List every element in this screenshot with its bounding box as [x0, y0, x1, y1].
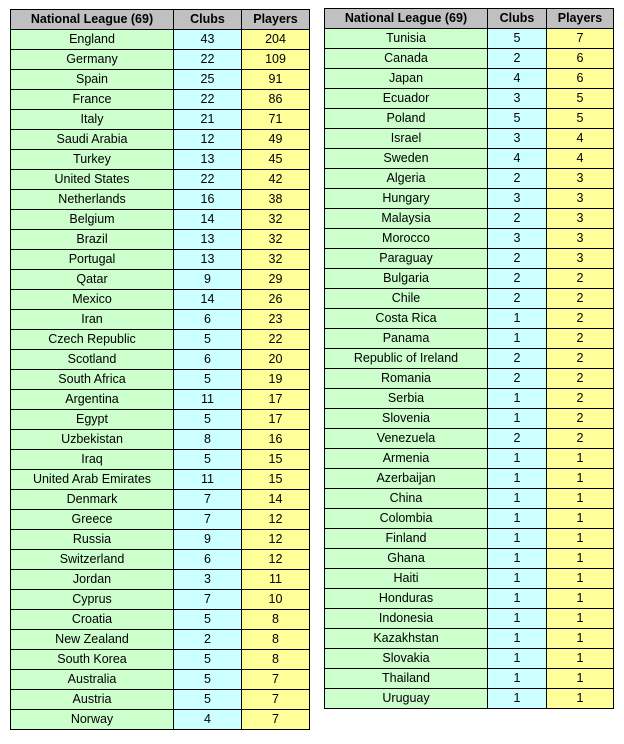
league-name-cell: Indonesia [325, 609, 488, 629]
league-name-cell: Uzbekistan [11, 430, 174, 450]
league-name-cell: Czech Republic [11, 330, 174, 350]
players-count-cell: 2 [547, 329, 614, 349]
clubs-count-cell: 13 [174, 250, 242, 270]
players-count-cell: 3 [547, 249, 614, 269]
clubs-count-cell: 9 [174, 270, 242, 290]
league-name-cell: United States [11, 170, 174, 190]
table-row [325, 309, 614, 329]
table-row [11, 110, 310, 130]
league-name-cell: China [325, 489, 488, 509]
players-count-cell: 1 [547, 489, 614, 509]
players-count-cell: 7 [242, 690, 310, 710]
clubs-count-cell: 6 [174, 550, 242, 570]
table-row [11, 50, 310, 70]
clubs-count-cell: 1 [488, 329, 547, 349]
clubs-count-cell: 5 [174, 370, 242, 390]
players-count-cell: 3 [547, 169, 614, 189]
players-count-cell: 15 [242, 450, 310, 470]
table-row [325, 129, 614, 149]
clubs-count-cell: 5 [174, 690, 242, 710]
players-count-cell: 1 [547, 609, 614, 629]
league-name-cell: Slovakia [325, 649, 488, 669]
clubs-count-cell: 1 [488, 309, 547, 329]
players-count-cell: 109 [242, 50, 310, 70]
clubs-count-cell: 25 [174, 70, 242, 90]
table-row [325, 149, 614, 169]
clubs-count-cell: 2 [488, 169, 547, 189]
clubs-count-cell: 5 [174, 450, 242, 470]
clubs-count-cell: 1 [488, 589, 547, 609]
clubs-count-cell: 2 [488, 429, 547, 449]
league-name-cell: Denmark [11, 490, 174, 510]
clubs-count-cell: 14 [174, 210, 242, 230]
table-row [325, 349, 614, 369]
league-name-cell: Japan [325, 69, 488, 89]
league-name-cell: South Africa [11, 370, 174, 390]
players-count-cell: 42 [242, 170, 310, 190]
table-row [325, 489, 614, 509]
table-row [325, 369, 614, 389]
table-row [11, 30, 310, 50]
table-row [325, 629, 614, 649]
table-row [11, 70, 310, 90]
players-count-cell: 1 [547, 669, 614, 689]
league-table-left [10, 9, 310, 730]
clubs-count-cell: 5 [174, 670, 242, 690]
clubs-count-cell: 1 [488, 469, 547, 489]
clubs-count-cell: 22 [174, 50, 242, 70]
players-count-cell: 12 [242, 550, 310, 570]
clubs-count-cell: 2 [488, 49, 547, 69]
players-count-cell: 71 [242, 110, 310, 130]
clubs-count-cell: 2 [488, 369, 547, 389]
table-row [325, 29, 614, 49]
table-row [325, 589, 614, 609]
players-count-cell: 1 [547, 569, 614, 589]
league-name-cell: Spain [11, 70, 174, 90]
header-league: National League (69) [11, 10, 174, 30]
players-count-cell: 86 [242, 90, 310, 110]
header-players: Players [242, 10, 310, 30]
clubs-count-cell: 4 [488, 69, 547, 89]
players-count-cell: 7 [242, 670, 310, 690]
clubs-count-cell: 1 [488, 549, 547, 569]
table-row [325, 689, 614, 709]
league-name-cell: Iran [11, 310, 174, 330]
league-name-cell: South Korea [11, 650, 174, 670]
players-count-cell: 32 [242, 250, 310, 270]
league-name-cell: Panama [325, 329, 488, 349]
table-row [325, 69, 614, 89]
league-name-cell: Saudi Arabia [11, 130, 174, 150]
players-count-cell: 49 [242, 130, 310, 150]
league-name-cell: Norway [11, 710, 174, 730]
players-count-cell: 8 [242, 650, 310, 670]
clubs-count-cell: 5 [174, 410, 242, 430]
league-name-cell: Azerbaijan [325, 469, 488, 489]
clubs-count-cell: 12 [174, 130, 242, 150]
league-name-cell: Argentina [11, 390, 174, 410]
clubs-count-cell: 1 [488, 449, 547, 469]
table-row [11, 310, 310, 330]
clubs-count-cell: 4 [488, 149, 547, 169]
table-row [325, 409, 614, 429]
players-count-cell: 1 [547, 549, 614, 569]
table-row [11, 710, 310, 730]
players-count-cell: 1 [547, 689, 614, 709]
league-name-cell: Croatia [11, 610, 174, 630]
clubs-count-cell: 1 [488, 609, 547, 629]
clubs-count-cell: 14 [174, 290, 242, 310]
players-count-cell: 2 [547, 389, 614, 409]
league-name-cell: France [11, 90, 174, 110]
league-name-cell: Scotland [11, 350, 174, 370]
clubs-count-cell: 3 [488, 229, 547, 249]
table-row [325, 249, 614, 269]
table-row [325, 89, 614, 109]
league-name-cell: Netherlands [11, 190, 174, 210]
players-count-cell: 17 [242, 390, 310, 410]
players-count-cell: 8 [242, 610, 310, 630]
table-row [11, 570, 310, 590]
table-row [11, 390, 310, 410]
players-count-cell: 204 [242, 30, 310, 50]
clubs-count-cell: 3 [488, 89, 547, 109]
clubs-count-cell: 3 [488, 129, 547, 149]
league-name-cell: Canada [325, 49, 488, 69]
table-row [11, 330, 310, 350]
table-row [325, 189, 614, 209]
table-row [325, 269, 614, 289]
clubs-count-cell: 2 [488, 209, 547, 229]
clubs-count-cell: 13 [174, 150, 242, 170]
players-count-cell: 17 [242, 410, 310, 430]
table-row [325, 289, 614, 309]
players-count-cell: 1 [547, 629, 614, 649]
table-row [11, 370, 310, 390]
players-count-cell: 1 [547, 509, 614, 529]
clubs-count-cell: 5 [488, 29, 547, 49]
table-row [325, 169, 614, 189]
clubs-count-cell: 1 [488, 509, 547, 529]
clubs-count-cell: 3 [488, 189, 547, 209]
players-count-cell: 2 [547, 269, 614, 289]
league-name-cell: Chile [325, 289, 488, 309]
clubs-count-cell: 16 [174, 190, 242, 210]
clubs-count-cell: 2 [488, 349, 547, 369]
table-row [325, 529, 614, 549]
players-count-cell: 38 [242, 190, 310, 210]
league-name-cell: New Zealand [11, 630, 174, 650]
table-row [11, 590, 310, 610]
table-row [11, 690, 310, 710]
header-clubs: Clubs [488, 9, 547, 29]
league-name-cell: Poland [325, 109, 488, 129]
players-count-cell: 2 [547, 409, 614, 429]
table-row [11, 90, 310, 110]
players-count-cell: 29 [242, 270, 310, 290]
league-name-cell: Kazakhstan [325, 629, 488, 649]
clubs-count-cell: 2 [174, 630, 242, 650]
league-name-cell: Australia [11, 670, 174, 690]
league-name-cell: Venezuela [325, 429, 488, 449]
clubs-count-cell: 6 [174, 310, 242, 330]
table-row [325, 609, 614, 629]
table-row [325, 109, 614, 129]
clubs-count-cell: 5 [174, 650, 242, 670]
table-row [325, 229, 614, 249]
players-count-cell: 2 [547, 369, 614, 389]
table-row [11, 670, 310, 690]
players-count-cell: 22 [242, 330, 310, 350]
table-row [325, 509, 614, 529]
league-name-cell: Honduras [325, 589, 488, 609]
header-clubs: Clubs [174, 10, 242, 30]
players-count-cell: 2 [547, 289, 614, 309]
table-row [11, 610, 310, 630]
table-row [11, 170, 310, 190]
table-row [11, 270, 310, 290]
players-count-cell: 32 [242, 230, 310, 250]
league-name-cell: Ecuador [325, 89, 488, 109]
table-row [11, 350, 310, 370]
league-name-cell: Thailand [325, 669, 488, 689]
players-count-cell: 16 [242, 430, 310, 450]
players-count-cell: 1 [547, 449, 614, 469]
clubs-count-cell: 9 [174, 530, 242, 550]
league-name-cell: Hungary [325, 189, 488, 209]
league-name-cell: Romania [325, 369, 488, 389]
league-name-cell: Bulgaria [325, 269, 488, 289]
league-name-cell: Portugal [11, 250, 174, 270]
league-name-cell: Algeria [325, 169, 488, 189]
league-name-cell: Egypt [11, 410, 174, 430]
table-row [11, 490, 310, 510]
players-count-cell: 1 [547, 649, 614, 669]
players-count-cell: 7 [547, 29, 614, 49]
league-name-cell: Iraq [11, 450, 174, 470]
league-name-cell: Russia [11, 530, 174, 550]
clubs-count-cell: 1 [488, 569, 547, 589]
table-row [11, 450, 310, 470]
league-name-cell: Germany [11, 50, 174, 70]
table-row [325, 449, 614, 469]
players-count-cell: 14 [242, 490, 310, 510]
league-name-cell: England [11, 30, 174, 50]
league-name-cell: Austria [11, 690, 174, 710]
clubs-count-cell: 1 [488, 389, 547, 409]
table-row [325, 569, 614, 589]
clubs-count-cell: 1 [488, 629, 547, 649]
table-row [11, 470, 310, 490]
table-row [325, 49, 614, 69]
players-count-cell: 2 [547, 429, 614, 449]
league-name-cell: Serbia [325, 389, 488, 409]
league-name-cell: Jordan [11, 570, 174, 590]
clubs-count-cell: 1 [488, 409, 547, 429]
league-name-cell: Israel [325, 129, 488, 149]
league-name-cell: Armenia [325, 449, 488, 469]
table-row [11, 230, 310, 250]
clubs-count-cell: 2 [488, 289, 547, 309]
players-count-cell: 3 [547, 229, 614, 249]
header-row [11, 10, 310, 30]
header-league: National League (69) [325, 9, 488, 29]
players-count-cell: 5 [547, 109, 614, 129]
clubs-count-cell: 4 [174, 710, 242, 730]
league-name-cell: Switzerland [11, 550, 174, 570]
clubs-count-cell: 1 [488, 669, 547, 689]
clubs-count-cell: 5 [174, 610, 242, 630]
clubs-count-cell: 7 [174, 490, 242, 510]
players-count-cell: 15 [242, 470, 310, 490]
table-row [11, 510, 310, 530]
players-count-cell: 45 [242, 150, 310, 170]
players-count-cell: 26 [242, 290, 310, 310]
clubs-count-cell: 22 [174, 90, 242, 110]
clubs-count-cell: 1 [488, 529, 547, 549]
players-count-cell: 2 [547, 309, 614, 329]
players-count-cell: 6 [547, 69, 614, 89]
table-row [11, 430, 310, 450]
table-row [325, 649, 614, 669]
league-name-cell: Italy [11, 110, 174, 130]
players-count-cell: 6 [547, 49, 614, 69]
table-row [11, 550, 310, 570]
league-name-cell: Qatar [11, 270, 174, 290]
players-count-cell: 3 [547, 189, 614, 209]
table-row [11, 190, 310, 210]
table-row [11, 650, 310, 670]
league-name-cell: Paraguay [325, 249, 488, 269]
header-row [325, 9, 614, 29]
table-row [11, 150, 310, 170]
clubs-count-cell: 2 [488, 269, 547, 289]
league-name-cell: Malaysia [325, 209, 488, 229]
table-row [11, 290, 310, 310]
clubs-count-cell: 21 [174, 110, 242, 130]
clubs-count-cell: 7 [174, 590, 242, 610]
league-name-cell: Colombia [325, 509, 488, 529]
table-row [11, 210, 310, 230]
players-count-cell: 7 [242, 710, 310, 730]
players-count-cell: 3 [547, 209, 614, 229]
league-name-cell: Ghana [325, 549, 488, 569]
clubs-count-cell: 1 [488, 489, 547, 509]
players-count-cell: 20 [242, 350, 310, 370]
league-name-cell: Greece [11, 510, 174, 530]
table-row [11, 630, 310, 650]
table-row [325, 209, 614, 229]
clubs-count-cell: 1 [488, 689, 547, 709]
league-name-cell: Sweden [325, 149, 488, 169]
clubs-count-cell: 3 [174, 570, 242, 590]
clubs-count-cell: 5 [174, 330, 242, 350]
league-name-cell: Tunisia [325, 29, 488, 49]
players-count-cell: 12 [242, 510, 310, 530]
players-count-cell: 5 [547, 89, 614, 109]
clubs-count-cell: 13 [174, 230, 242, 250]
players-count-cell: 91 [242, 70, 310, 90]
league-name-cell: Turkey [11, 150, 174, 170]
players-count-cell: 10 [242, 590, 310, 610]
league-name-cell: Republic of Ireland [325, 349, 488, 369]
league-name-cell: Costa Rica [325, 309, 488, 329]
clubs-count-cell: 22 [174, 170, 242, 190]
league-name-cell: Belgium [11, 210, 174, 230]
league-name-cell: Uruguay [325, 689, 488, 709]
players-count-cell: 23 [242, 310, 310, 330]
players-count-cell: 1 [547, 529, 614, 549]
clubs-count-cell: 8 [174, 430, 242, 450]
players-count-cell: 8 [242, 630, 310, 650]
league-name-cell: Finland [325, 529, 488, 549]
table-row [325, 429, 614, 449]
players-count-cell: 19 [242, 370, 310, 390]
players-count-cell: 11 [242, 570, 310, 590]
players-count-cell: 2 [547, 349, 614, 369]
clubs-count-cell: 7 [174, 510, 242, 530]
table-row [11, 410, 310, 430]
league-name-cell: Brazil [11, 230, 174, 250]
league-table-right [324, 8, 614, 709]
header-players: Players [547, 9, 614, 29]
table-row [325, 549, 614, 569]
players-count-cell: 32 [242, 210, 310, 230]
table-row [11, 530, 310, 550]
league-name-cell: Cyprus [11, 590, 174, 610]
table-row [325, 669, 614, 689]
league-name-cell: Slovenia [325, 409, 488, 429]
table-row [11, 130, 310, 150]
players-count-cell: 12 [242, 530, 310, 550]
players-count-cell: 1 [547, 469, 614, 489]
clubs-count-cell: 2 [488, 249, 547, 269]
table-row [325, 329, 614, 349]
clubs-count-cell: 6 [174, 350, 242, 370]
table-row [11, 250, 310, 270]
clubs-count-cell: 1 [488, 649, 547, 669]
clubs-count-cell: 11 [174, 470, 242, 490]
league-name-cell: United Arab Emirates [11, 470, 174, 490]
league-name-cell: Mexico [11, 290, 174, 310]
clubs-count-cell: 43 [174, 30, 242, 50]
league-name-cell: Morocco [325, 229, 488, 249]
table-row [325, 469, 614, 489]
players-count-cell: 4 [547, 149, 614, 169]
clubs-count-cell: 11 [174, 390, 242, 410]
clubs-count-cell: 5 [488, 109, 547, 129]
players-count-cell: 1 [547, 589, 614, 609]
league-name-cell: Haiti [325, 569, 488, 589]
table-row [325, 389, 614, 409]
players-count-cell: 4 [547, 129, 614, 149]
